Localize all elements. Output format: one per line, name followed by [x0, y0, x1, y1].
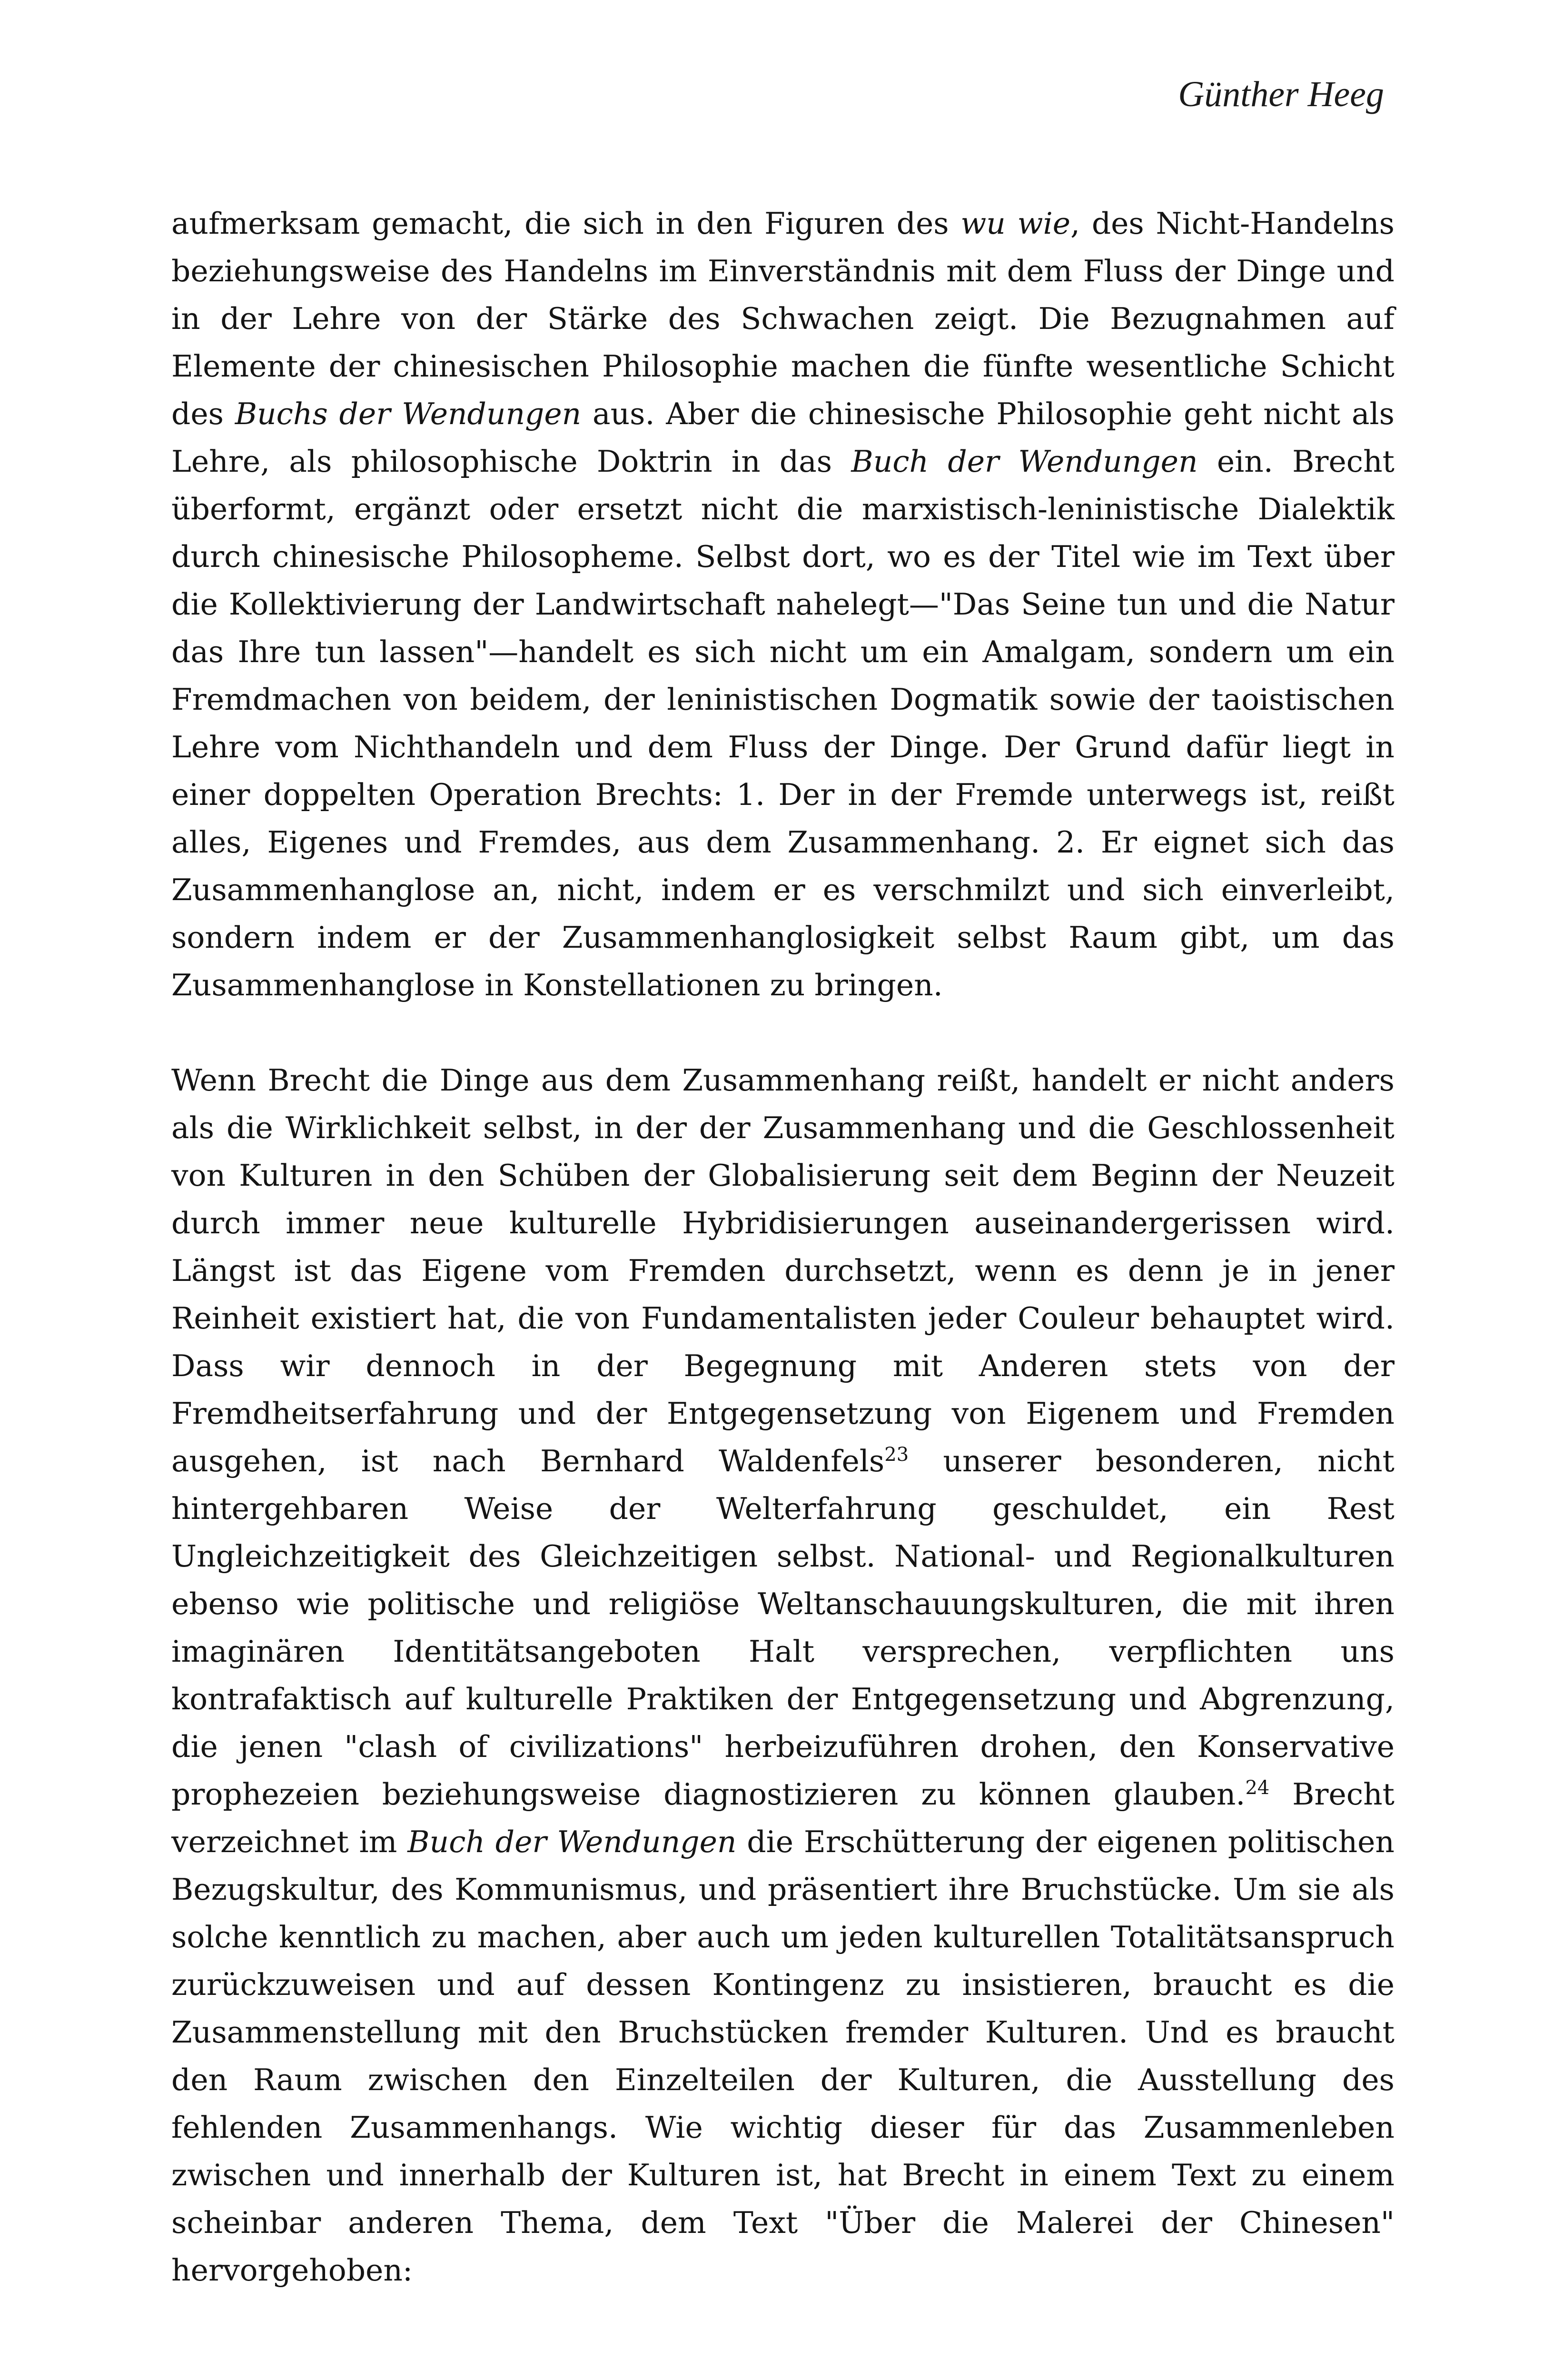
text-run: aufmerksam gemacht, die sich in den Figuren des — [171, 206, 961, 241]
text-run: unserer besonderen, nicht hintergehbaren Weise der Welterfahrung geschuldet, ein Rest Ungleichzeitigkeit des Gleichzeitigen selbst. National- und Regionalkulturen ebenso wie politische und religiöse Weltanschauungskulturen, die mit ihren imaginären Identitätsangeboten Halt versprechen, verpflichten uns kontrafaktisch auf kulturelle Praktiken der Entgegensetzung und Abgrenzung, die jenen "clash of civilizations" herbeizuführen drohen, den Konservative prophezeien beziehungsweise diagnostizieren zu können glauben. — [171, 1444, 1395, 1812]
italic-title: Buchs der Wendungen — [235, 397, 582, 431]
running-header: Günther Heeg — [1178, 74, 1384, 114]
italic-title: Buch der Wendungen — [851, 444, 1198, 479]
text-run: aus. Aber die chinesische Philosophie geht nicht als Lehre, als philosophische Doktrin in das — [171, 397, 1395, 479]
text-run: Wenn Brecht die Dinge aus dem Zusammenhang reißt, handelt er nicht anders als die Wirklichkeit selbst, in der der Zusammenhang und die Geschlossenheit von Kulturen in den Schüben der Globalisierung seit dem Beginn der Neuzeit durch immer neue kulturelle Hybridisierungen auseinandergerissen wird. Längst ist das Eigene vom Fremden durchsetzt, wenn es denn je in jener Reinheit existiert hat, die von Fundamentalisten jeder Couleur behauptet wird. Dass wir dennoch in der Begegnung mit Anderen stets von der Fremdheitserfahrung und der Entgegensetzung von Eigenem und Fremden ausgehen, ist nach Bernhard Waldenfels — [171, 1063, 1395, 1478]
italic-title: Buch der Wendungen — [407, 1825, 737, 1859]
footnote-marker: 23 — [884, 1444, 909, 1466]
text-run: ein. Brecht überformt, ergänzt oder ersetzt nicht die marxistisch-leninistische Dialektik durch chinesische Philosopheme. Selbst dort, wo es der Titel wie im Text über die Kollektivierung der Landwirtschaft nahelegt—"Das Seine tun und die Natur das Ihre tun lassen"—handelt es sich nicht um ein Amalgam, sondern um ein Fremdmachen von beidem, der leninistischen Dogmatik sowie der taoistischen Lehre vom Nichthandeln und dem Fluss der Dinge. Der Grund dafür liegt in einer doppelten Operation Brechts: 1. Der in der Fremde unterwegs ist, reißt alles, Eigenes und Fremdes, aus dem Zusammenhang. 2. Er eignet sich das Zusammenhanglose an, nicht, indem er es verschmilzt und sich einverleibt, sondern indem er der Zusammenhanglosigkeit selbst Raum gibt, um das Zusammenhanglose in Konstellationen zu bringen. — [171, 444, 1395, 1002]
text-run: die Erschütterung der eigenen politischen Bezugskultur, des Kommunismus, und präsentiert ihre Bruchstücke. Um sie als solche kenntlich zu machen, aber auch um jeden kulturellen Totalitätsanspruch zurückzuweisen und auf dessen Kontingenz zu insistieren, braucht es die Zusammenstellung mit den Bruchstücken fremder Kulturen. Und es braucht den Raum zwischen den Einzelteilen der Kulturen, die Ausstellung des fehlenden Zusammenhangs. Wie wichtig dieser für das Zusammenleben zwischen und innerhalb der Kulturen ist, hat Brecht in einem Text zu einem scheinbar anderen Thema, dem Text "Über die Malerei der Chinesen" hervorgehoben: — [171, 1825, 1395, 2288]
paragraph-1 — [171, 200, 1395, 1009]
body-text — [171, 200, 1395, 2294]
paragraph-2 — [171, 1057, 1395, 2294]
footnote-marker: 24 — [1245, 1777, 1270, 1799]
text-run: Brecht verzeichnet im — [171, 1777, 1395, 1859]
text-run: , des Nicht-Handelns beziehungsweise des Handelns im Einverständnis mit dem Fluss der Dinge und in der Lehre von der Stärke des Schwachen zeigt. Die Bezugnahmen auf Elemente der chinesischen Philosophie machen die fünfte wesentliche Schicht des — [171, 206, 1395, 431]
italic-title: wu wie — [960, 206, 1071, 241]
